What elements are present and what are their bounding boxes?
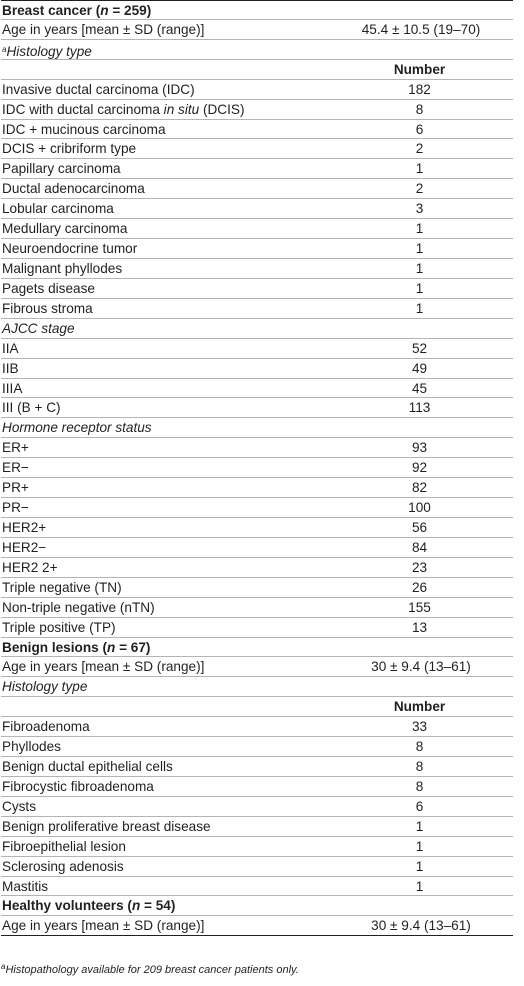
section-title-breast-cancer — [1, 0, 513, 20]
section-title-suffix: = 259) — [108, 3, 152, 18]
row-value: 82 — [411, 480, 428, 496]
table-row — [1, 339, 513, 359]
number-column-header: Number — [393, 61, 446, 77]
footnote-text: Histopathology available for 209 breast cancer patients only. — [5, 964, 299, 976]
row-value: 155 — [408, 599, 431, 615]
table-row — [1, 279, 513, 299]
row-label: Non-triple negative (nTN) — [2, 599, 155, 615]
row-label: PR+ — [2, 480, 29, 496]
row-value: 1 — [415, 878, 424, 894]
row-label-part: IDC with ductal carcinoma — [2, 101, 164, 117]
age-row-benign-lesions — [1, 657, 513, 677]
table-row — [1, 120, 513, 140]
row-value: 1 — [415, 241, 424, 257]
row-label: IDC + mucinous carcinoma — [2, 121, 166, 137]
table-row — [1, 538, 513, 558]
row-label: Invasive ductal carcinoma (IDC) — [2, 81, 195, 97]
table-row — [1, 80, 513, 100]
table-row — [1, 478, 513, 498]
row-label: ER+ — [2, 440, 29, 456]
row-label: Triple negative (TN) — [2, 579, 122, 595]
row-label: Lobular carcinoma — [2, 201, 114, 217]
row-value: 1 — [415, 221, 424, 237]
row-label: IIIA — [2, 380, 23, 396]
number-header-breast-cancer — [1, 60, 513, 80]
table-row — [1, 757, 513, 777]
row-value: 84 — [411, 539, 428, 555]
row-label: HER2− — [2, 539, 47, 555]
age-value: 30 ± 9.4 (13–61) — [371, 659, 471, 675]
row-label: III (B + C) — [2, 400, 61, 416]
number-column-header: Number — [393, 699, 446, 715]
row-label: IIA — [2, 340, 19, 356]
row-value: 93 — [411, 440, 428, 456]
row-value: 52 — [411, 340, 428, 356]
row-value: 49 — [411, 360, 428, 376]
table-row — [1, 877, 513, 897]
row-value: 26 — [411, 579, 428, 595]
table-row — [1, 777, 513, 797]
row-value: 56 — [411, 519, 428, 535]
row-label: Neuroendocrine tumor — [2, 241, 138, 257]
section-title-benign-lesions — [1, 638, 513, 658]
table-row — [1, 458, 513, 478]
row-label-italic: in situ — [163, 101, 200, 117]
row-label: Fibroepithelial lesion — [2, 838, 126, 854]
hormone-receptor-rows — [1, 438, 513, 637]
age-label: Age in years [mean ± SD (range)] — [2, 659, 205, 675]
row-value: 2 — [415, 181, 424, 197]
section-title-n: n — [131, 898, 141, 914]
table-row — [1, 837, 513, 857]
table-row — [1, 359, 513, 379]
row-label: Malignant phyllodes — [2, 260, 123, 276]
row-value: 1 — [415, 260, 424, 276]
row-value: 1 — [415, 300, 424, 316]
row-label: Benign proliferative breast disease — [2, 818, 211, 834]
row-label: ER− — [2, 460, 29, 476]
row-value: 1 — [415, 858, 424, 874]
table-row — [1, 817, 513, 837]
table-row — [1, 239, 513, 259]
age-row-healthy-volunteers — [1, 916, 513, 936]
benign-histology-rows — [1, 717, 513, 896]
row-label — [2, 100, 245, 119]
footnote-marker: a — [2, 44, 7, 54]
table-row — [1, 379, 513, 399]
row-value: 6 — [415, 798, 424, 814]
row-value: 8 — [415, 739, 424, 755]
row-label: Cysts — [2, 798, 36, 814]
table-row — [1, 797, 513, 817]
row-value: 1 — [415, 161, 424, 177]
row-value: 45 — [411, 380, 428, 396]
row-label: Sclerosing adenosis — [2, 858, 124, 874]
row-value: 3 — [415, 201, 424, 217]
row-value: 8 — [415, 101, 424, 117]
subheading-label: AJCC stage — [2, 320, 75, 336]
section-title-n: n — [107, 639, 116, 655]
row-label: Pagets disease — [2, 280, 95, 296]
table-row — [1, 159, 513, 179]
row-label: Phyllodes — [2, 739, 61, 755]
row-label: IIB — [2, 360, 19, 376]
row-label: Papillary carcinoma — [2, 161, 121, 177]
row-label: DCIS + cribriform type — [2, 141, 137, 157]
row-value: 8 — [415, 759, 424, 775]
table-row — [1, 139, 513, 159]
table-row — [1, 299, 513, 319]
table-row — [1, 737, 513, 757]
ajcc-stage-rows — [1, 339, 513, 419]
subheading-label: Histology type — [6, 43, 92, 59]
row-value: 2 — [415, 141, 424, 157]
row-value: 92 — [411, 460, 428, 476]
subheading-label: Hormone receptor status — [2, 420, 152, 436]
section-title-prefix: Healthy volunteers ( — [2, 898, 132, 914]
row-label: HER2 2+ — [2, 559, 58, 575]
table-row — [1, 598, 513, 618]
section-title-suffix: = 54) — [140, 898, 176, 914]
table-row — [1, 618, 513, 638]
row-label: Triple positive (TP) — [2, 619, 116, 635]
row-value: 1 — [415, 818, 424, 834]
row-label: Mastitis — [2, 878, 49, 894]
table-row — [1, 518, 513, 538]
subheading-hormone-receptor — [1, 418, 513, 438]
row-label: Fibrous stroma — [2, 300, 93, 316]
subheading-histology-breast-cancer — [1, 40, 513, 60]
row-label: Ductal adenocarcinoma — [2, 181, 145, 197]
table-row — [1, 199, 513, 219]
row-value: 1 — [415, 838, 424, 854]
patient-characteristics-table — [1, 0, 513, 936]
row-label-part: (DCIS) — [199, 101, 245, 117]
table-row — [1, 100, 513, 120]
row-value: 8 — [415, 778, 424, 794]
breast-cancer-histology-rows — [1, 80, 513, 319]
table-row — [1, 438, 513, 458]
row-label: Fibrocystic fibroadenoma — [2, 778, 154, 794]
table-row — [1, 578, 513, 598]
table-row — [1, 259, 513, 279]
age-row-breast-cancer — [1, 20, 513, 40]
row-value: 33 — [411, 719, 428, 735]
number-header-benign — [1, 697, 513, 717]
section-title-suffix: = 67) — [115, 639, 151, 655]
table-footnote — [1, 962, 299, 976]
table-row — [1, 857, 513, 877]
table-row — [1, 558, 513, 578]
row-label: Benign ductal epithelial cells — [2, 759, 173, 775]
age-value: 45.4 ± 10.5 (19–70) — [361, 21, 481, 37]
row-value: 1 — [415, 280, 424, 296]
row-value: 100 — [408, 500, 431, 516]
section-title-healthy-volunteers — [1, 896, 513, 916]
row-value: 13 — [411, 619, 428, 635]
row-label: Fibroadenoma — [2, 719, 90, 735]
row-label: Medullary carcinoma — [2, 221, 128, 237]
row-label: PR− — [2, 500, 29, 516]
section-title-n: n — [100, 3, 109, 18]
footnote-marker: a — [1, 962, 6, 971]
subheading-histology-benign — [1, 677, 513, 697]
table-row — [1, 398, 513, 418]
row-value: 182 — [408, 81, 431, 97]
age-label: Age in years [mean ± SD (range)] — [2, 918, 205, 934]
row-value: 23 — [411, 559, 428, 575]
row-value: 6 — [415, 121, 424, 137]
subheading-label: Histology type — [2, 679, 88, 695]
row-value: 113 — [408, 400, 431, 416]
age-label: Age in years [mean ± SD (range)] — [2, 21, 205, 37]
table-row — [1, 498, 513, 518]
age-value: 30 ± 9.4 (13–61) — [371, 918, 471, 934]
section-title-prefix: Benign lesions ( — [2, 639, 107, 655]
row-label: HER2+ — [2, 519, 47, 535]
table-row — [1, 179, 513, 199]
subheading-ajcc-stage — [1, 319, 513, 339]
section-title-prefix: Breast cancer ( — [2, 3, 101, 18]
table-row — [1, 219, 513, 239]
table-row — [1, 717, 513, 737]
